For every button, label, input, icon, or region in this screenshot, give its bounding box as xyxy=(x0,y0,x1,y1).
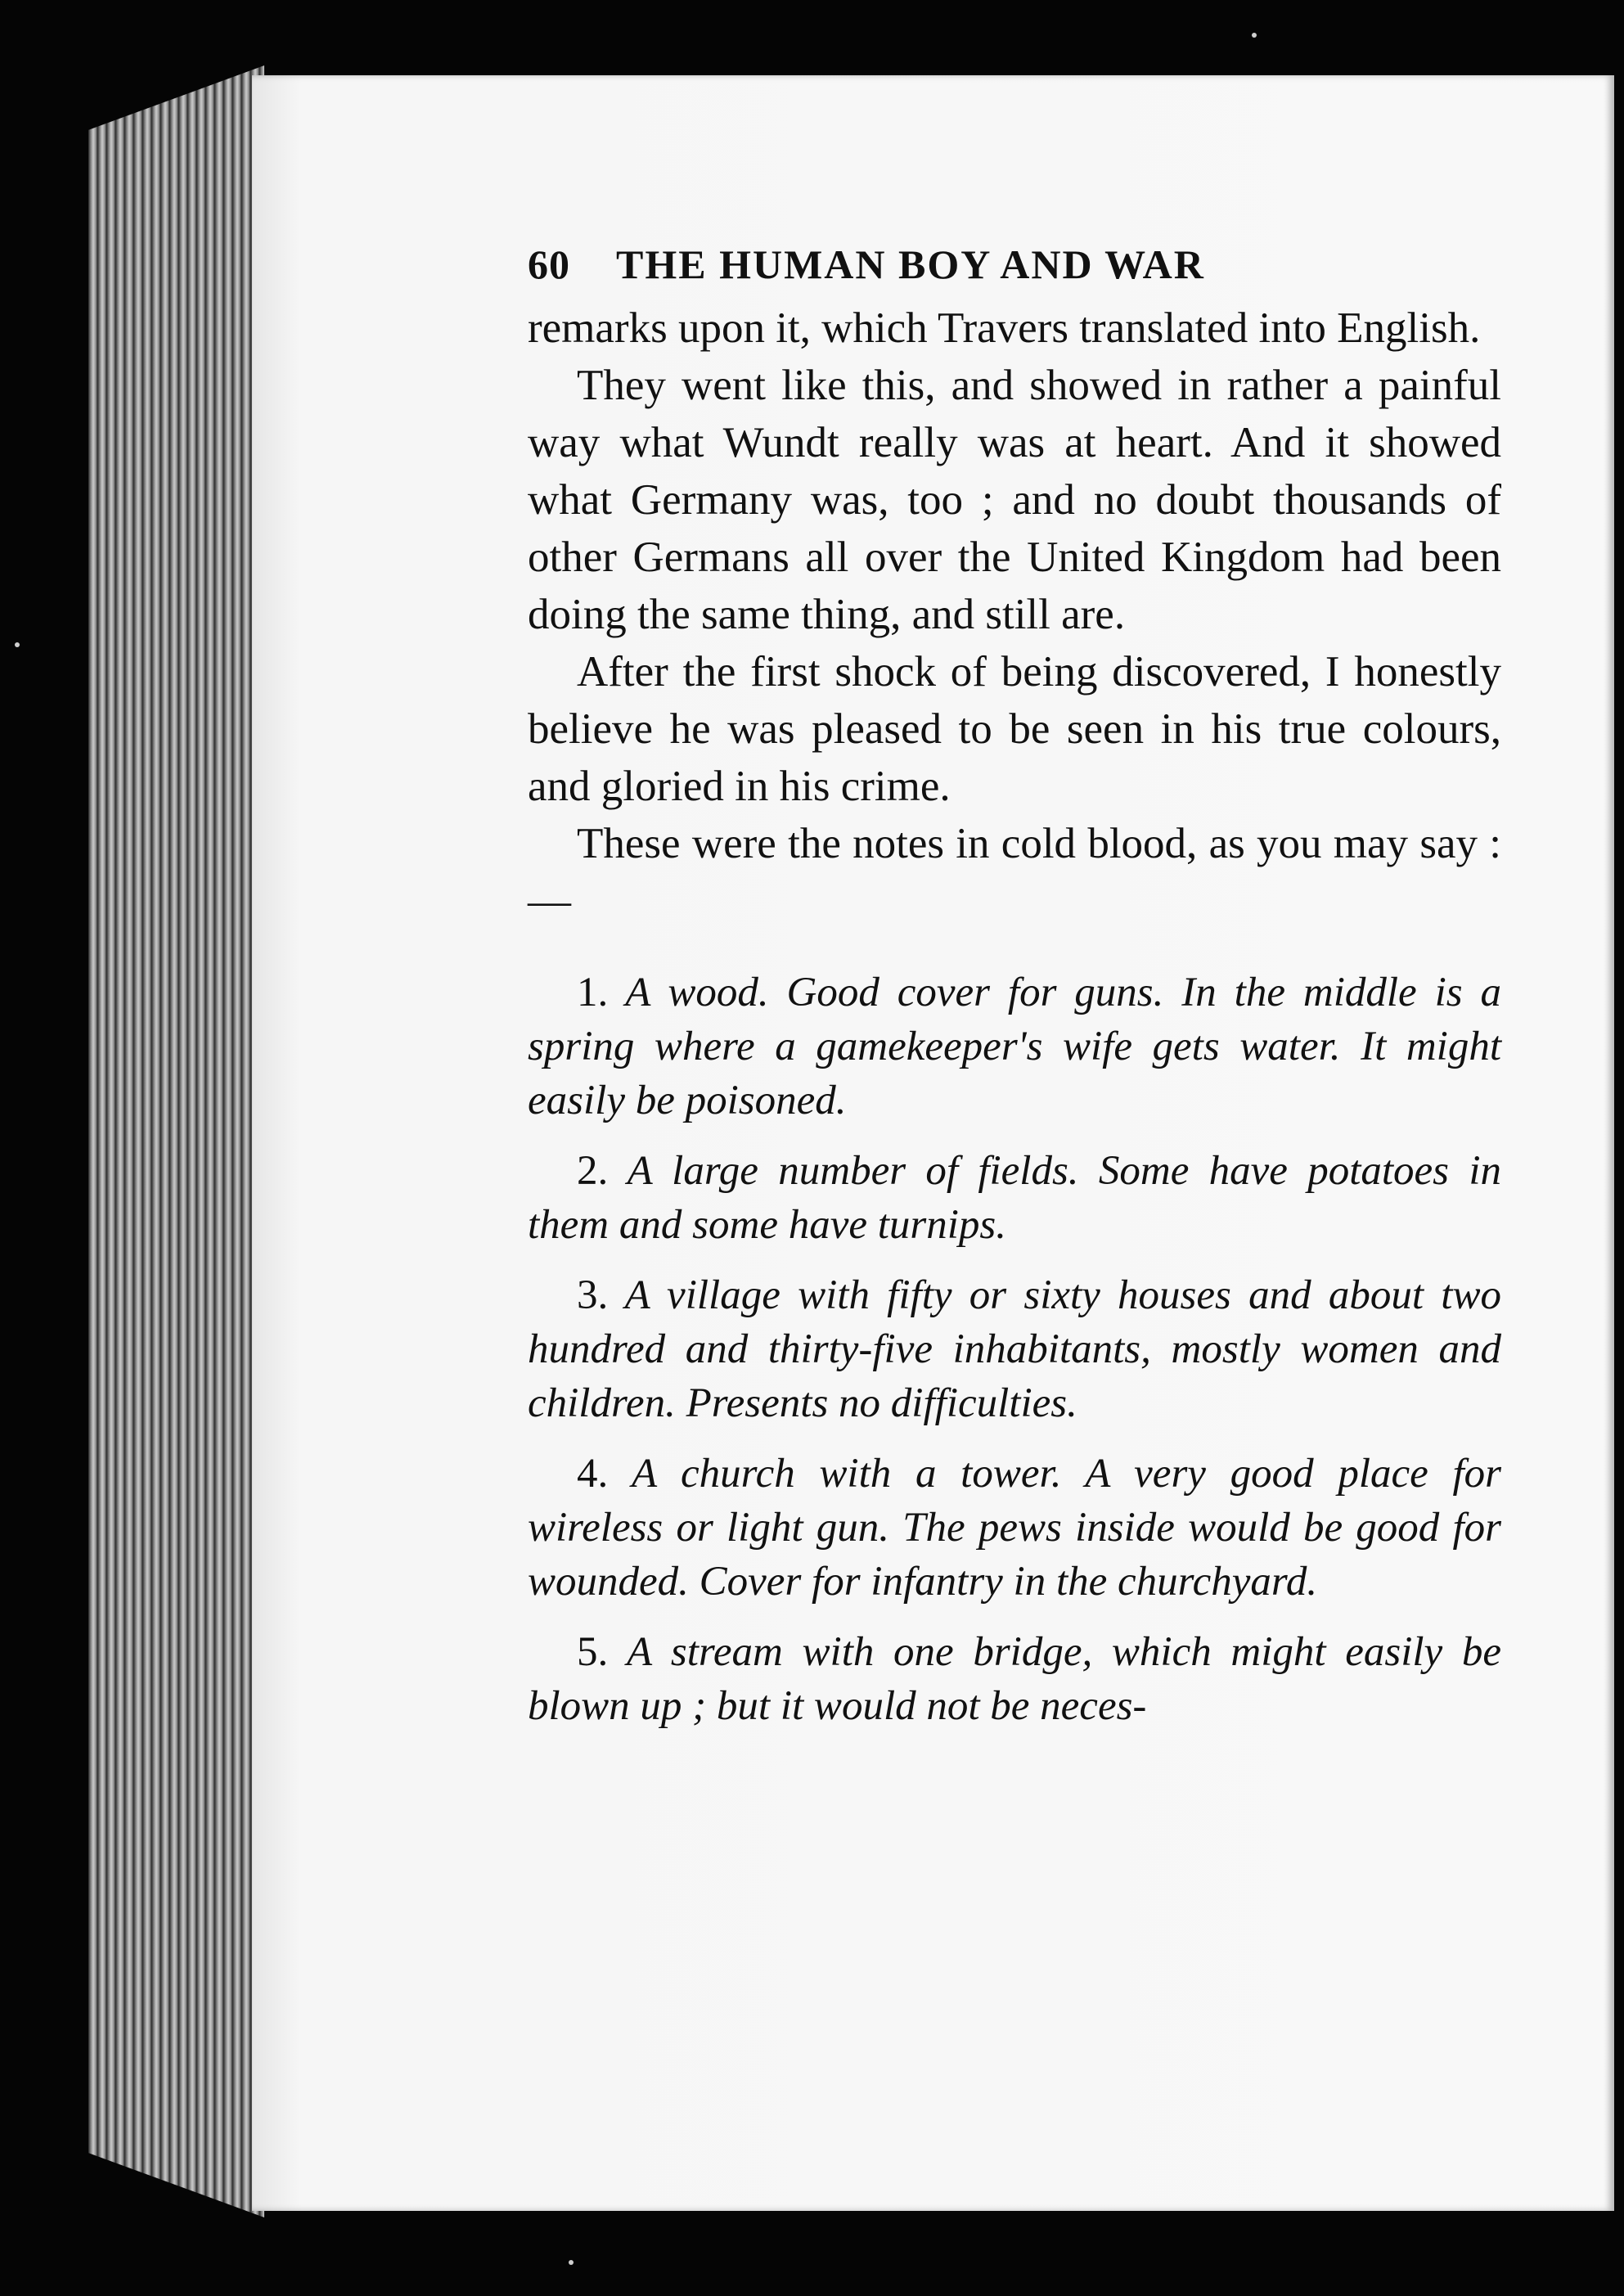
prose xyxy=(528,299,1501,930)
note-text: A large number of fields. Some have potatoes in them and some have turnips. xyxy=(528,1148,1501,1248)
note-item xyxy=(528,1268,1501,1430)
note-text: A stream with one bridge, which might easily be blown up ; but it would not be neces- xyxy=(528,1629,1501,1729)
note-item xyxy=(528,1625,1501,1733)
page-edges xyxy=(88,65,264,2217)
note-number: 4. xyxy=(577,1451,609,1497)
paragraph: remarks upon it, which Travers translated into English. xyxy=(528,304,1481,352)
book-title: THE HUMAN BOY AND WAR xyxy=(616,241,1205,287)
note-item xyxy=(528,1447,1501,1609)
note-text: A church with a tower. A very good place for wireless or light gun. The pews inside would be good for wounded. Cover for infantry in the churchyard. xyxy=(528,1451,1501,1605)
speck xyxy=(1252,33,1257,38)
note-text: A village with fifty or sixty houses and about two hundred and thirty-five inhabitants, mostly women and children. Presents no difficulties. xyxy=(528,1272,1501,1426)
note-item xyxy=(528,1144,1501,1252)
note-number: 5. xyxy=(577,1629,609,1675)
paragraph: These were the notes in cold blood, as you may say :— xyxy=(528,820,1501,925)
running-head xyxy=(528,237,1501,291)
note-text: A wood. Good cover for guns. In the middle is a spring where a gamekeeper's wife gets water. It might easily be poisoned. xyxy=(528,970,1501,1123)
note-number: 3. xyxy=(577,1272,609,1318)
text-block xyxy=(528,237,1501,1749)
note-number: 2. xyxy=(577,1148,609,1194)
note-item xyxy=(528,966,1501,1128)
speck xyxy=(15,642,20,647)
paragraph: After the first shock of being discovered, I honestly believe he was pleased to be seen in his true colours, and gloried in his crime. xyxy=(528,648,1501,810)
note-number: 1. xyxy=(577,970,609,1015)
notes-list xyxy=(528,966,1501,1733)
page-number: 60 xyxy=(528,241,570,287)
paragraph: They went like this, and showed in rather a painful way what Wundt really was at heart. And it showed what Germany was, too ; and no doubt thousands of other Germans all over the United Kingdom had been doing the same thing, and still are. xyxy=(528,362,1501,638)
speck xyxy=(569,2260,574,2265)
